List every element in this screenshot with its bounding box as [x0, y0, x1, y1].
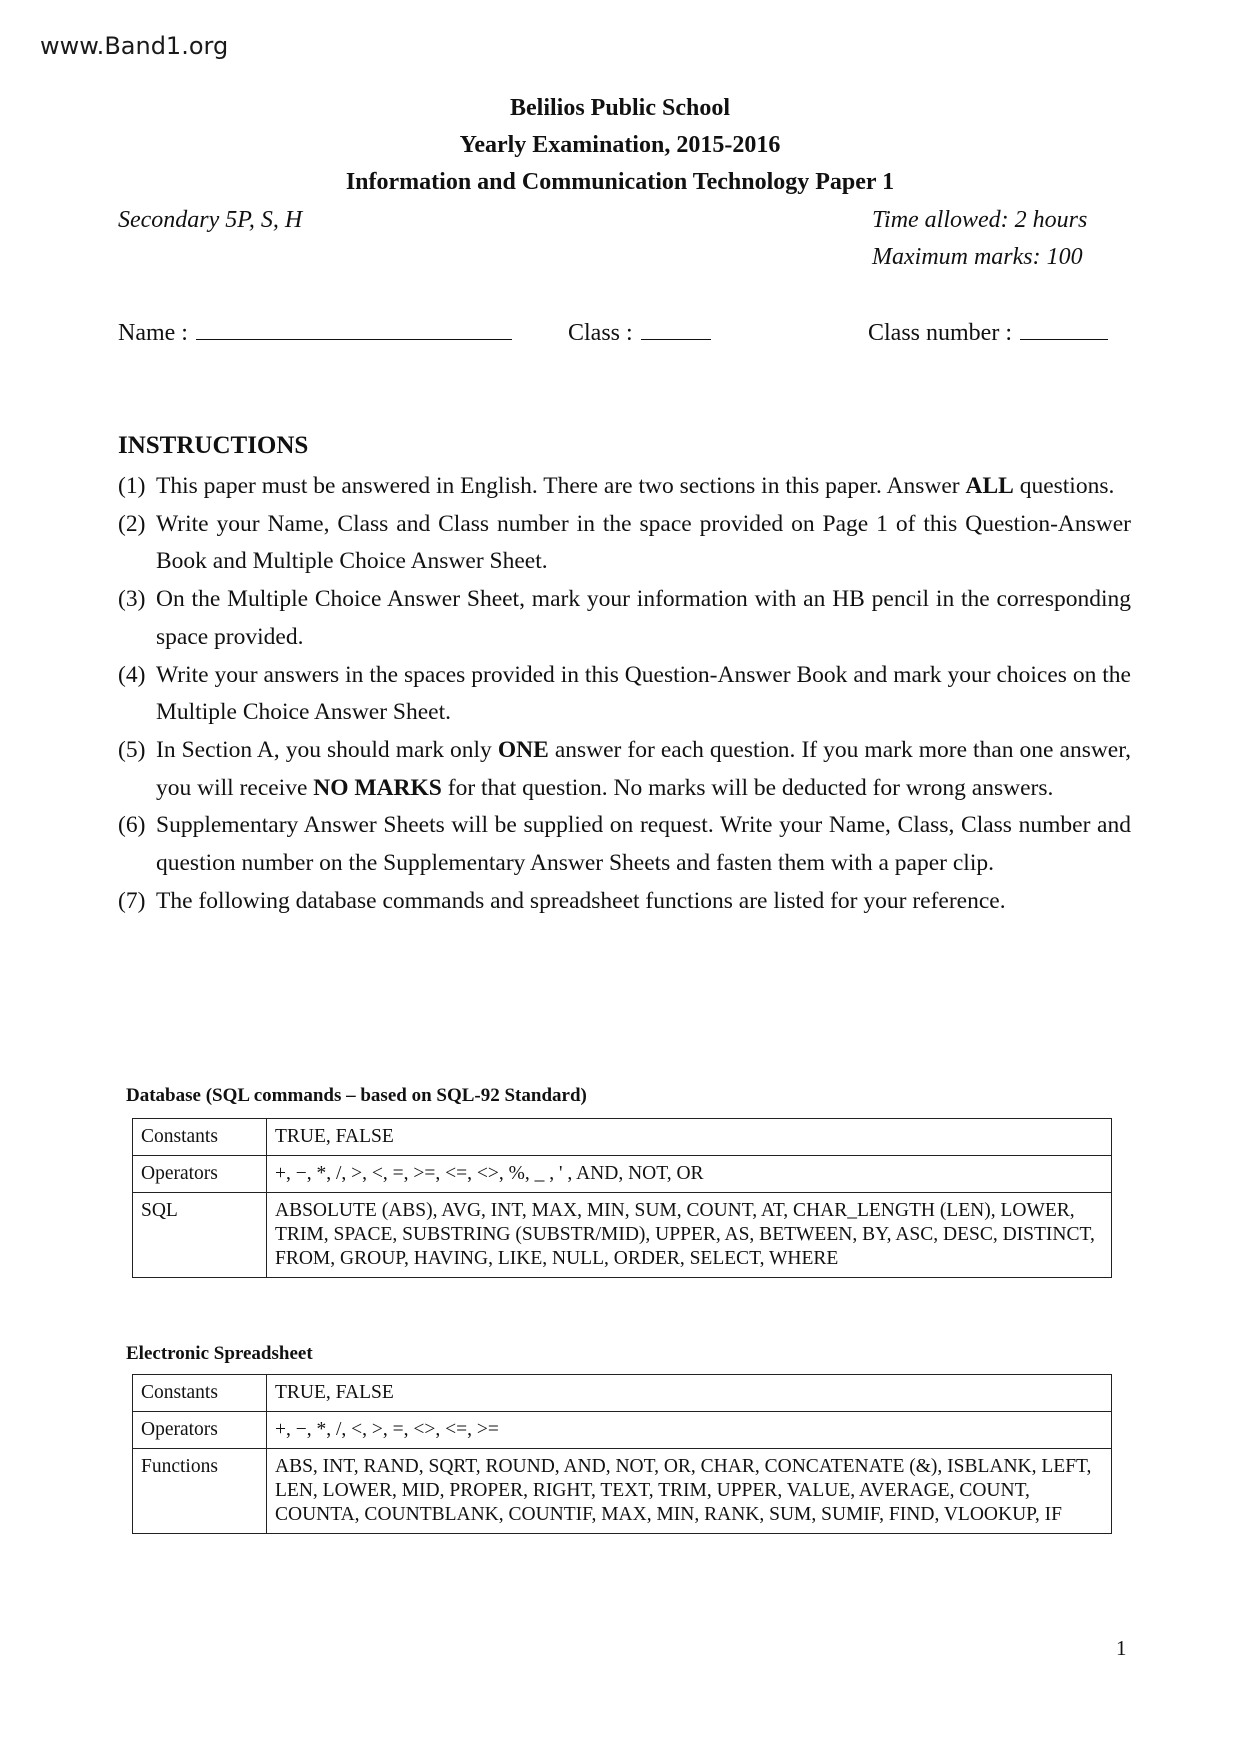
instruction-item — [118, 807, 1131, 882]
instruction-number: (7) — [118, 887, 146, 914]
table-row — [133, 1193, 1112, 1278]
instruction-text: Write your Name, Class and Class number in the space provided on Page 1 of this Question-Answer Book and Multiple Choice Answer Sheet. — [156, 510, 1131, 575]
class-number-blank-line — [1020, 338, 1108, 340]
class-label: Class : — [568, 320, 633, 346]
maximum-marks: Maximum marks: 100 — [872, 244, 1083, 270]
instruction-number: (4) — [118, 661, 146, 688]
table-key-cell: Constants — [133, 1119, 267, 1156]
table-value-cell: TRUE, FALSE — [267, 1375, 1112, 1412]
table-key-cell: Constants — [133, 1375, 267, 1412]
name-label: Name : — [118, 320, 188, 346]
table-row — [133, 1156, 1112, 1193]
class-number-label: Class number : — [868, 320, 1012, 346]
instruction-text: On the Multiple Choice Answer Sheet, mark your information with an HB pencil in the corresponding space provided. — [156, 586, 1131, 650]
table-value-cell: +, −, *, /, <, >, =, <>, <=, >= — [267, 1412, 1112, 1449]
table-value-cell: TRUE, FALSE — [267, 1119, 1112, 1156]
table-key-cell: SQL — [133, 1193, 267, 1278]
instruction-number: (5) — [118, 736, 146, 763]
instruction-number: (6) — [118, 812, 146, 839]
paper-title: Information and Communication Technology Paper 1 — [345, 169, 895, 195]
forms-label: Secondary 5P, S, H — [118, 207, 303, 233]
instructions-list — [118, 468, 1131, 920]
instruction-text-part: answer for each question. If you mark more than one answer, you will receive — [156, 736, 1131, 801]
instructions-title: INSTRUCTIONS — [118, 432, 309, 459]
table-row — [133, 1119, 1112, 1156]
instruction-text: The following database commands and spreadsheet functions are listed for your reference. — [156, 887, 1006, 914]
table-row — [133, 1412, 1112, 1449]
spreadsheet-reference-table — [132, 1374, 1112, 1534]
class-blank-line — [641, 338, 711, 340]
table-row — [133, 1375, 1112, 1412]
instruction-text — [156, 468, 1131, 506]
instruction-text: Write your answers in the spaces provided in this Question-Answer Book and mark your choices on the Multiple Choice Answer Sheet. — [156, 661, 1131, 726]
table-value-cell: ABS, INT, RAND, SQRT, ROUND, AND, NOT, OR, CHAR, CONCATENATE (&), ISBLANK, LEFT, LEN, LOWER, MID, PROPER, RIGHT, TEXT, TRIM, UPPER, VALUE, AVERAGE, COUNT, COUNTA, COUNTBLANK, COUNTIF, MAX, MIN, RANK, SUM, SUMIF, FIND, VLOOKUP, IF — [267, 1449, 1112, 1534]
instruction-emphasis-all: ALL — [965, 473, 1014, 499]
table-value-cell: +, −, *, /, >, <, =, >=, <=, <>, %, _ , ' , AND, NOT, OR — [267, 1156, 1112, 1193]
page-number: 1 — [1116, 1636, 1127, 1660]
instruction-number: (3) — [118, 586, 146, 613]
instruction-text-part: This paper must be answered in English. There are two sections in this paper. Answer — [156, 473, 966, 499]
database-reference-table — [132, 1118, 1112, 1278]
watermark-url: www.Band1.org — [40, 32, 229, 60]
instruction-text-part: questions. — [1013, 473, 1115, 499]
time-allowed: Time allowed: 2 hours — [872, 207, 1088, 233]
table-key-cell: Operators — [133, 1156, 267, 1193]
instruction-number: (2) — [118, 510, 146, 537]
class-number-field — [868, 320, 1108, 347]
instruction-item — [118, 657, 1131, 732]
instruction-text-part: In Section A, you should mark only — [156, 736, 498, 763]
school-name: Belilios Public School — [509, 95, 731, 121]
instruction-text-part: for that question. No marks will be deducted for wrong answers. — [441, 774, 1054, 801]
instruction-text: Supplementary Answer Sheets will be supplied on request. Write your Name, Class, Class number and question number on the Supplementary Answer Sheets and fasten them with a paper clip. — [156, 812, 1131, 877]
exam-title: Yearly Examination, 2015-2016 — [459, 132, 781, 158]
table-key-cell: Functions — [133, 1449, 267, 1534]
instruction-text — [156, 732, 1131, 807]
instruction-item — [118, 581, 1131, 656]
table-key-cell: Operators — [133, 1412, 267, 1449]
instruction-item — [118, 883, 1131, 921]
name-blank-line — [196, 338, 512, 340]
class-field — [568, 320, 711, 347]
instruction-emphasis-no-marks: NO MARKS — [313, 774, 442, 801]
spreadsheet-table-caption: Electronic Spreadsheet — [126, 1343, 313, 1364]
instruction-emphasis-one: ONE — [497, 736, 549, 763]
instruction-item — [118, 506, 1131, 581]
instruction-item — [118, 732, 1131, 807]
table-row — [133, 1449, 1112, 1534]
instruction-number: (1) — [118, 473, 146, 499]
database-table-caption: Database (SQL commands – based on SQL-92 Standard) — [126, 1085, 587, 1106]
name-field — [118, 320, 512, 347]
table-value-cell: ABSOLUTE (ABS), AVG, INT, MAX, MIN, SUM, COUNT, AT, CHAR_LENGTH (LEN), LOWER, TRIM, SPACE, SUBSTRING (SUBSTR/MID), UPPER, AS, BETWEEN, BY, ASC, DESC, DISTINCT, FROM, GROUP, HAVING, LIKE, NULL, ORDER, SELECT, WHERE — [267, 1193, 1112, 1278]
instruction-item — [118, 468, 1131, 506]
